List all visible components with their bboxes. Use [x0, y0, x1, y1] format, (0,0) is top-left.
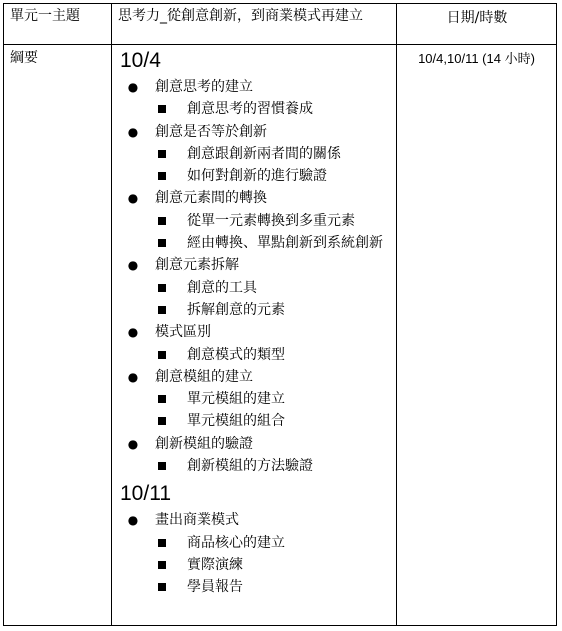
topic-cell — [112, 4, 397, 45]
square-bullet-icon — [158, 284, 166, 292]
bullet-icon: ● — [127, 80, 139, 94]
session-date: 10/4 — [120, 49, 161, 72]
topic-title: 創意元素拆解 — [155, 257, 239, 274]
subtopic-text: 創意的工具 — [187, 279, 257, 296]
topic-list — [120, 509, 392, 598]
subtopic-item — [120, 532, 392, 554]
subtopic-item — [120, 576, 392, 598]
square-bullet-icon — [158, 583, 166, 591]
subtopic-item — [120, 232, 392, 254]
subtopic-list — [155, 98, 392, 120]
subtopic-list — [155, 210, 392, 255]
subtopic-item — [120, 98, 392, 120]
topic-title: 創意元素間的轉換 — [155, 190, 267, 207]
square-bullet-icon — [158, 172, 166, 180]
square-bullet-icon — [158, 239, 166, 247]
subtopic-text: 單元模組的建立 — [187, 391, 285, 408]
subtopic-item — [120, 210, 392, 232]
bullet-icon: ● — [127, 325, 139, 340]
subtopic-list — [155, 532, 392, 599]
outline-label: 綱要 — [10, 50, 38, 66]
subtopic-list — [155, 344, 392, 366]
subtopic-text: 創意跟創新兩者間的關係 — [187, 145, 341, 162]
unit-topic: 思考力_從創意創新，到商業模式再建立 — [118, 8, 363, 24]
subtopic-item — [120, 388, 392, 410]
subtopic-text: 經由轉換、單點創新到系統創新 — [187, 235, 383, 252]
syllabus-table — [3, 3, 557, 626]
subtopic-item — [120, 277, 392, 299]
topic-item — [120, 76, 392, 121]
square-bullet-icon — [158, 462, 166, 470]
topic-item — [120, 321, 392, 366]
square-bullet-icon — [158, 306, 166, 314]
subtopic-text: 學員報告 — [187, 579, 243, 596]
square-bullet-icon — [158, 217, 166, 225]
subtopic-list — [155, 388, 392, 433]
subtopic-item — [120, 165, 392, 187]
outline-content — [112, 45, 396, 599]
subtopic-item — [120, 410, 392, 432]
square-bullet-icon — [158, 417, 166, 425]
subtopic-item — [120, 344, 392, 366]
subtopic-item — [120, 143, 392, 165]
subtopic-text: 實際演練 — [187, 556, 243, 573]
topic-item — [120, 366, 392, 433]
topic-title: 畫出商業模式 — [155, 512, 239, 529]
session-date: 10/11 — [120, 482, 171, 506]
square-bullet-icon — [158, 105, 166, 113]
outline-row — [4, 45, 557, 626]
subtopic-text: 拆解創意的元素 — [187, 301, 285, 318]
outline-label-cell — [4, 45, 112, 626]
unit-label-cell — [4, 4, 112, 45]
topic-title: 創意思考的建立 — [155, 79, 253, 95]
subtopic-text: 商品核心的建立 — [187, 534, 285, 551]
date-range: 10/4,10/11 (14 小時) — [418, 51, 535, 66]
subtopic-list — [155, 455, 392, 477]
topic-item — [120, 254, 392, 321]
bullet-icon: ● — [127, 513, 139, 528]
square-bullet-icon — [158, 561, 166, 569]
header-row — [4, 4, 557, 45]
bullet-icon: ● — [127, 436, 139, 451]
subtopic-text: 創新模組的方法驗證 — [187, 458, 313, 475]
topic-item — [120, 121, 392, 188]
topic-item — [120, 433, 392, 478]
topic-item — [120, 509, 392, 598]
subtopic-item — [120, 554, 392, 576]
topic-title: 創意是否等於創新 — [155, 123, 267, 140]
bullet-icon: ● — [127, 191, 139, 206]
square-bullet-icon — [158, 150, 166, 158]
outline-content-cell — [112, 45, 397, 626]
bullet-icon: ● — [127, 124, 139, 139]
subtopic-text: 創意模式的類型 — [187, 346, 285, 363]
subtopic-item — [120, 299, 392, 321]
topic-title: 模式區別 — [155, 324, 211, 341]
unit-label: 單元一主題 — [10, 8, 80, 24]
subtopic-text: 創意思考的習慣養成 — [187, 101, 313, 118]
subtopic-list — [155, 143, 392, 188]
square-bullet-icon — [158, 395, 166, 403]
bullet-icon: ● — [127, 369, 139, 384]
topic-title: 創意模組的建立 — [155, 368, 253, 385]
date-hours-label: 日期/時數 — [446, 10, 508, 26]
subtopic-item — [120, 455, 392, 477]
square-bullet-icon — [158, 351, 166, 359]
topic-list — [120, 76, 392, 477]
topic-title: 創新模組的驗證 — [155, 435, 253, 452]
bullet-icon: ● — [127, 258, 139, 273]
date-label-cell — [397, 4, 557, 45]
square-bullet-icon — [158, 539, 166, 547]
subtopic-list — [155, 277, 392, 322]
subtopic-text: 單元模組的組合 — [187, 413, 285, 430]
date-range-cell — [397, 45, 557, 626]
subtopic-text: 如何對創新的進行驗證 — [187, 168, 327, 185]
topic-item — [120, 187, 392, 254]
subtopic-text: 從單一元素轉換到多重元素 — [187, 212, 355, 229]
